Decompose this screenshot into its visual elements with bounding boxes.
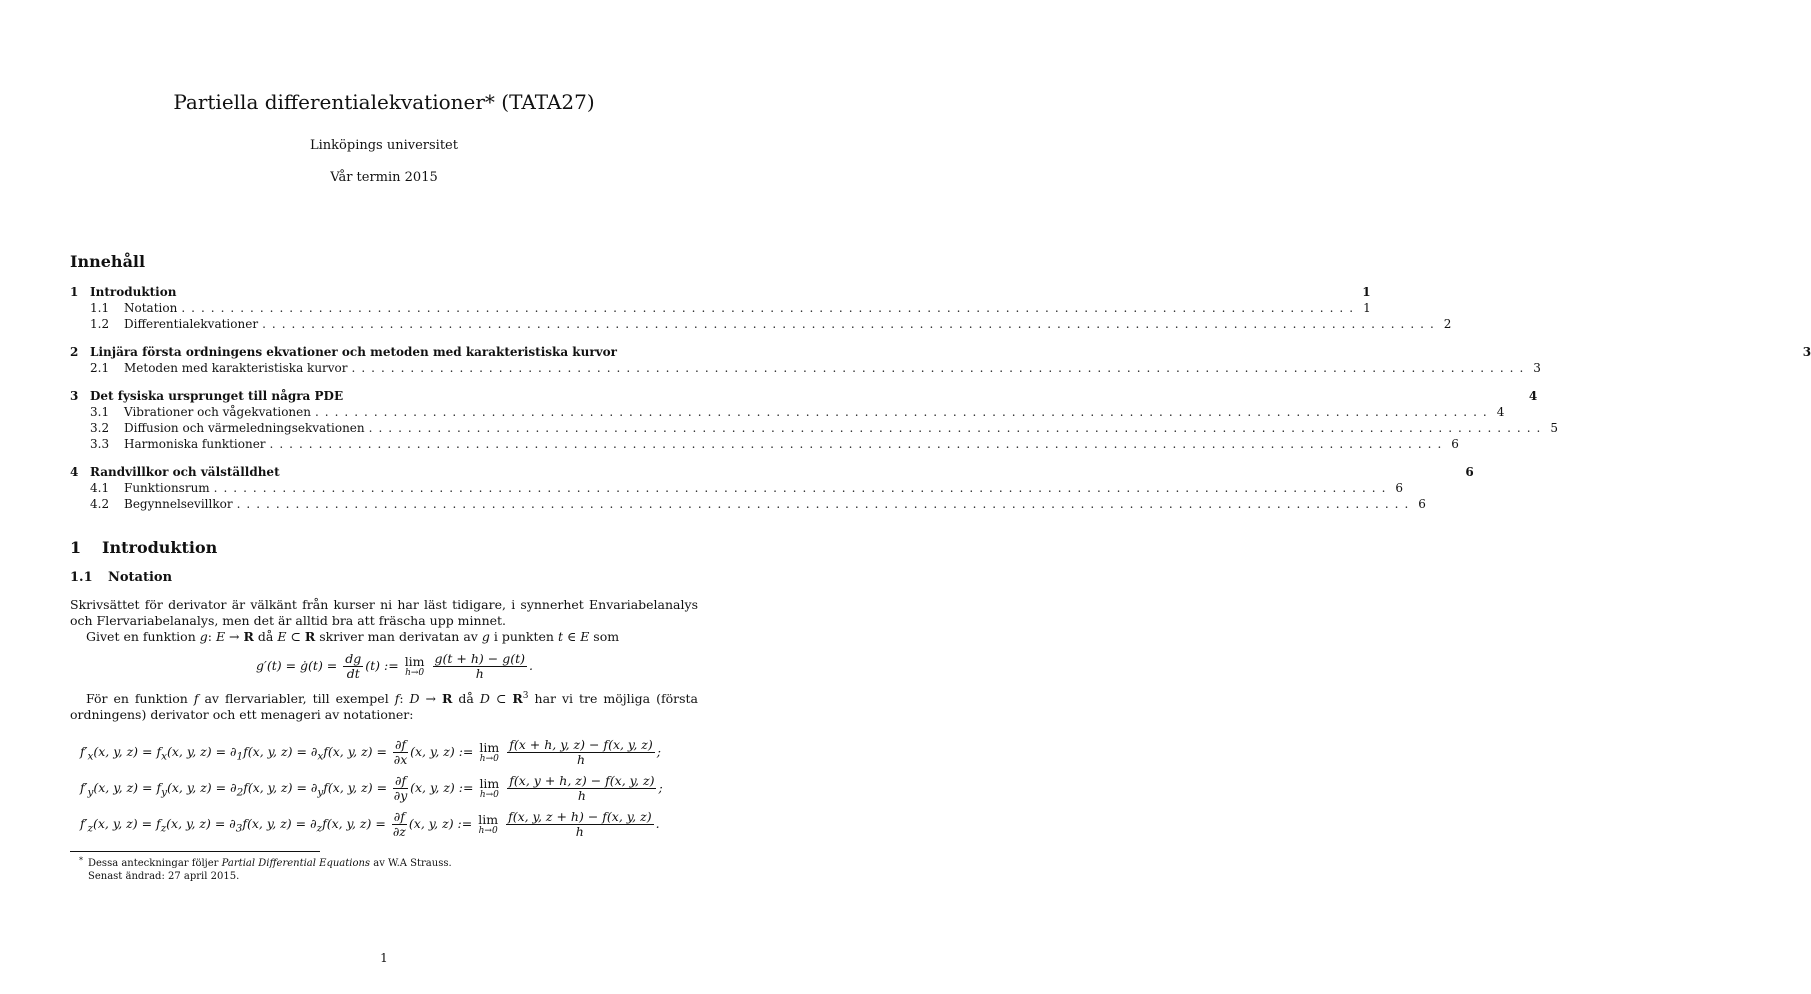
toc-entry[interactable]: [70, 388, 1538, 404]
toc-entry[interactable]: [70, 316, 1452, 332]
toc-entry[interactable]: [70, 420, 1558, 436]
subsection-title: Notation: [108, 570, 173, 585]
toc-leader: ........................................................................................................................: [181, 301, 1360, 315]
toc-entry[interactable]: [70, 344, 1811, 360]
toc-number: 1: [70, 285, 79, 299]
toc-entry[interactable]: [70, 404, 1505, 420]
toc-page: 6: [1465, 465, 1474, 479]
toc-entry[interactable]: [70, 480, 1404, 496]
footnote: [79, 856, 452, 883]
toc-leader: ........................................................................................................................: [213, 481, 1392, 495]
toc-label: Introduktion: [90, 285, 177, 299]
toc-entry[interactable]: [70, 496, 1426, 512]
paragraph-intro: Skrivsättet för derivator är välkänt från kurser ni har läst tidigare, i synnerhet Envariabelanalys och Flervariabelanalys, men det är alltid bra att fräscha upp minnet.: [70, 597, 698, 628]
toc-label: Differentialekvationer: [124, 317, 259, 331]
document-author: Linköpings universitet: [310, 138, 458, 153]
toc-page: 3: [1802, 345, 1811, 359]
document-date: Vår termin 2015: [330, 170, 438, 185]
toc-number: 4.2: [90, 497, 110, 511]
toc-number: 2.1: [90, 361, 110, 375]
toc-label: Metoden med karakteristiska kurvor: [124, 361, 348, 375]
toc-label: Begynnelsevillkor: [124, 497, 233, 511]
toc-section-1: [70, 284, 1452, 332]
subsection-heading: [70, 570, 172, 585]
toc-label: Diffusion och värmeledningsekvationen: [124, 421, 365, 435]
paragraph-derivative: Givet en funktion g: E → R då E ⊂ R skriver man derivatan av g i punkten t ∈ E som: [86, 629, 620, 644]
toc-label: Notation: [124, 301, 178, 315]
footnote-line-2: Senast ändrad: 27 april 2015.: [88, 871, 240, 882]
toc-number: 1.1: [90, 301, 110, 315]
toc-leader: ........................................................................................................................: [236, 497, 1415, 511]
toc-label: Vibrationer och vågekvationen: [124, 405, 311, 419]
toc-number: 4: [70, 465, 79, 479]
toc-page: 3: [1533, 361, 1541, 375]
toc-label: Funktionsrum: [124, 481, 210, 495]
table-of-contents: [70, 284, 1811, 524]
toc-section-4: [70, 464, 1474, 512]
equation-partial-x: $f'_x(x$, y, $z) = f_x(x$, y, $z) = \partial_1f(x$, y, $z) = \partial_xf(x$, y, z) = $\frac{\partial f}{\partial x}$ (x, y, z) := lim h→0 $\frac{f(x + h, y, z) - f(x, y, z)}{h}$ ;: [80, 737, 661, 767]
section-heading: [70, 538, 217, 557]
toc-page: 6: [1418, 497, 1426, 511]
toc-heading: Innehåll: [70, 252, 146, 271]
equation-derivative: g′(t) = ġ(t) = $\frac{dg}{dt}$ (t) := lim h→0 $\frac{g(t + h) - g(t)}{h}$ .: [256, 651, 533, 681]
paragraph-multivariable: För en funktion f av flervariabler, till exempel f: D → R då D ⊂ $R^3$ har vi tre möjliga (första ordningens) derivator och ett menageri av notationer:: [70, 691, 699, 723]
toc-number: 3: [70, 389, 79, 403]
toc-entry[interactable]: [70, 300, 1371, 316]
toc-page: 6: [1451, 437, 1459, 451]
toc-leader: ........................................................................................................................: [262, 317, 1440, 331]
toc-entry[interactable]: [70, 360, 1541, 376]
toc-page: 4: [1528, 389, 1538, 403]
toc-page: 2: [1443, 317, 1452, 331]
toc-number: 3.2: [90, 421, 110, 435]
toc-number: 4.1: [90, 481, 110, 495]
equation-partial-y: $f'_y(x$, y, $z) = f_y(x$, y, $z) = \partial_2f(x$, y, $z) = \partial_yf(x$, y, z) = $\frac{\partial f}{\partial y}$ (x, y, z) := lim h→0 $\frac{f(x, y + h, z) - f(x, y, z)}{h}$ ;: [80, 773, 663, 803]
toc-page: 5: [1550, 421, 1558, 435]
toc-number: 2: [70, 345, 79, 359]
toc-label: Harmoniska funktioner: [124, 437, 266, 451]
toc-label: Randvillkor och välställdhet: [90, 465, 280, 479]
toc-leader: ........................................................................................................................: [351, 361, 1530, 375]
toc-section-2: [70, 344, 1811, 376]
toc-leader: ........................................................................................................................: [269, 437, 1448, 451]
toc-number: 3.1: [90, 405, 110, 419]
toc-leader: ........................................................................................................................: [368, 421, 1547, 435]
footnote-mark: *: [79, 856, 83, 865]
toc-leader: ........................................................................................................................: [314, 405, 1493, 419]
toc-page: 4: [1496, 405, 1505, 419]
toc-section-3: [70, 388, 1558, 452]
toc-page: 6: [1395, 481, 1404, 495]
section-title: Introduktion: [102, 538, 218, 557]
section-number: 1: [70, 538, 82, 557]
equation-partial-z: $f'_z(x$, y, $z) = f_z(x$, y, $z) = \partial_3f(x$, y, $z) = \partial_zf(x$, y, z) = $\frac{\partial f}{\partial z}$ (x, y, z) := lim h→0 $\frac{f(x, y, z + h) - f(x, y, z)}{h}$ .: [80, 809, 660, 839]
toc-label: Linjära första ordningens ekvationer och metoden med karakteristiska kurvor: [90, 345, 617, 359]
footnote-rule: [70, 851, 320, 852]
document-title: Partiella differentialekvationer* (TATA27): [173, 90, 595, 114]
toc-number: 3.3: [90, 437, 110, 451]
footnote-book-title: Partial Differential Equations: [221, 858, 371, 869]
toc-page: 1: [1363, 301, 1371, 315]
toc-entry[interactable]: [70, 436, 1459, 452]
toc-number: 1.2: [90, 317, 110, 331]
subsection-number: 1.1: [70, 570, 93, 585]
footnote-line-1: Dessa anteckningar följer Partial Differential Equations av W.A Strauss.: [88, 858, 452, 869]
toc-entry[interactable]: [70, 284, 1371, 300]
toc-page: 1: [1362, 285, 1371, 299]
toc-label: Det fysiska ursprunget till några PDE: [90, 389, 344, 403]
page-number: 1: [380, 951, 388, 965]
toc-entry[interactable]: [70, 464, 1474, 480]
